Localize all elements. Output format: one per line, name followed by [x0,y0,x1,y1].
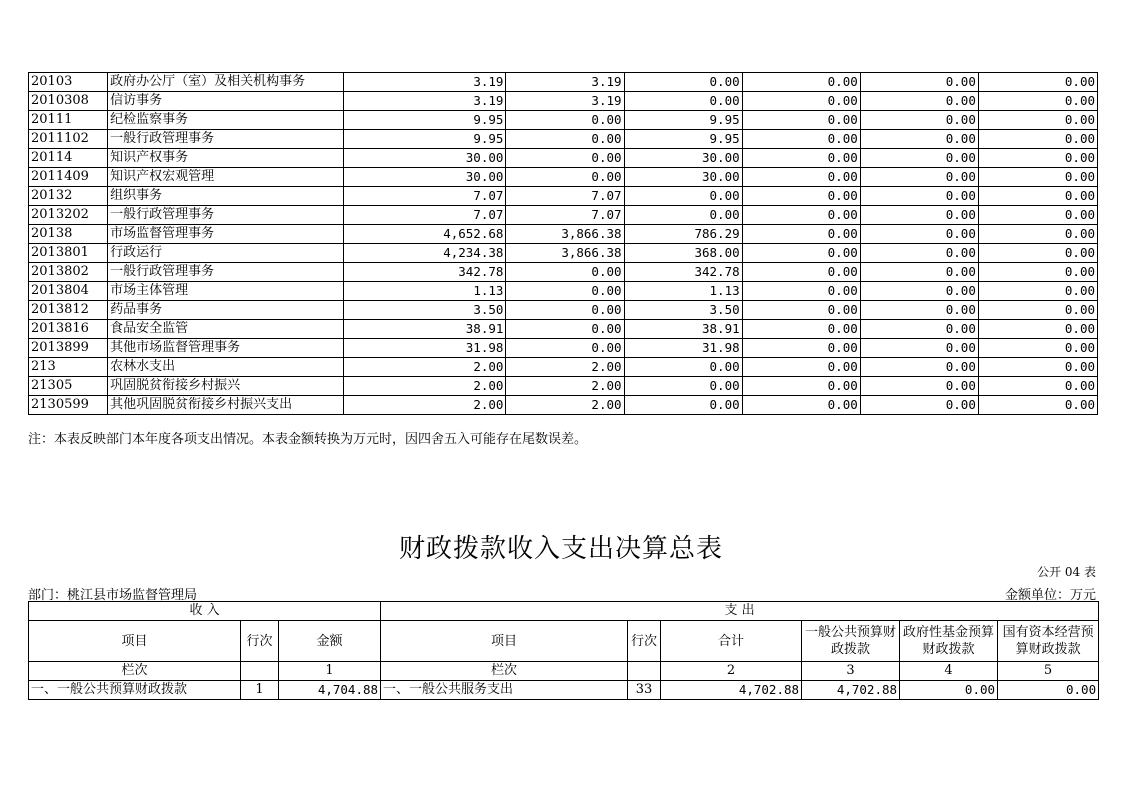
column-index-1: 1 [279,662,381,681]
amount-cell: 0.00 [978,263,1097,282]
subject-code: 2013802 [29,263,108,282]
amount-cell: 0.00 [624,358,742,377]
col-expense-item: 项目 [381,621,628,662]
amount-cell: 786.29 [624,225,742,244]
amount-cell: 0.00 [860,301,978,320]
amount-cell: 0.00 [860,73,978,92]
table-row [29,73,1098,92]
amount-cell: 9.95 [344,111,506,130]
amount-cell: 38.91 [624,320,742,339]
amount-cell: 0.00 [978,149,1097,168]
amount-cell: 7.07 [506,187,624,206]
amount-cell: 0.00 [860,377,978,396]
amount-cell: 0.00 [742,301,860,320]
amount-cell: 0.00 [742,358,860,377]
amount-cell: 0.00 [978,282,1097,301]
amount-cell: 38.91 [344,320,506,339]
subject-name: 市场主体管理 [108,282,344,301]
table-row [29,225,1098,244]
summary-column-header-row [29,621,1099,662]
amount-cell: 3.19 [344,92,506,111]
amount-cell: 1.13 [344,282,506,301]
subject-name: 其他巩固脱贫衔接乡村振兴支出 [108,396,344,415]
table-row [29,301,1098,320]
table-row [29,206,1098,225]
subject-code: 2013816 [29,320,108,339]
amount-cell: 1.13 [624,282,742,301]
amount-cell: 0.00 [978,92,1097,111]
amount-cell: 0.00 [624,187,742,206]
col-state-capital: 国有资本经营预算财政拨款 [998,621,1099,662]
subject-code: 21305 [29,377,108,396]
table-row [29,130,1098,149]
expense-total: 4,702.88 [661,681,802,700]
amount-cell: 0.00 [506,111,624,130]
table-row [29,92,1098,111]
amount-cell: 0.00 [860,168,978,187]
amount-cell: 368.00 [624,244,742,263]
amount-unit-label: 金额单位：万元 [1004,588,1096,603]
amount-cell: 3.50 [344,301,506,320]
page-title: 财政拨款收入支出决算总表 [398,534,723,564]
amount-cell: 0.00 [978,377,1097,396]
amount-cell: 0.00 [506,149,624,168]
amount-cell: 2.00 [506,396,624,415]
amount-cell: 4,234.38 [344,244,506,263]
table-note: 注：本表反映部门本年度各项支出情况。本表金额转换为万元时，因四舍五入可能存在尾数误差。 [28,432,588,447]
subject-code: 2010308 [29,92,108,111]
amount-cell: 30.00 [344,168,506,187]
table-row [29,282,1098,301]
amount-cell: 0.00 [978,111,1097,130]
income-row-no: 1 [241,681,279,700]
table-row [29,396,1098,415]
table-row [29,149,1098,168]
amount-cell: 0.00 [978,358,1097,377]
column-index-label: 栏次 [29,662,241,681]
expenditure-detail-table [28,72,1098,415]
amount-cell: 7.07 [344,206,506,225]
table-row [29,111,1098,130]
subject-name: 纪检监察事务 [108,111,344,130]
subject-name: 政府办公厅（室）及相关机构事务 [108,73,344,92]
amount-cell: 0.00 [978,244,1097,263]
amount-cell: 2.00 [506,358,624,377]
column-index-4: 4 [900,662,998,681]
subject-code: 2011102 [29,130,108,149]
column-index-3: 3 [802,662,900,681]
amount-cell: 0.00 [506,168,624,187]
column-index-empty [241,662,279,681]
amount-cell: 0.00 [978,130,1097,149]
amount-cell: 0.00 [860,320,978,339]
amount-cell: 0.00 [860,263,978,282]
amount-cell: 0.00 [742,92,860,111]
col-income-item: 项目 [29,621,241,662]
table-row [29,244,1098,263]
amount-cell: 0.00 [860,92,978,111]
amount-cell: 0.00 [624,396,742,415]
subject-name: 一般行政管理事务 [108,206,344,225]
amount-cell: 2.00 [344,358,506,377]
subject-name: 信访事务 [108,92,344,111]
amount-cell: 31.98 [344,339,506,358]
amount-cell: 0.00 [978,339,1097,358]
amount-cell: 0.00 [860,244,978,263]
subject-name: 巩固脱贫衔接乡村振兴 [108,377,344,396]
subject-code: 2011409 [29,168,108,187]
amount-cell: 30.00 [344,149,506,168]
subject-name: 一般行政管理事务 [108,263,344,282]
amount-cell: 0.00 [506,130,624,149]
col-expense-row-no: 行次 [628,621,661,662]
amount-cell: 0.00 [624,92,742,111]
amount-cell: 0.00 [742,130,860,149]
table-row [29,358,1098,377]
amount-cell: 9.95 [344,130,506,149]
subject-name: 知识产权宏观管理 [108,168,344,187]
amount-cell: 0.00 [978,396,1097,415]
amount-cell: 0.00 [978,187,1097,206]
expense-header: 支 出 [381,602,1099,621]
amount-cell: 3.19 [506,73,624,92]
amount-cell: 0.00 [742,320,860,339]
subject-name: 农林水支出 [108,358,344,377]
expense-row-no: 33 [628,681,661,700]
amount-cell: 3.19 [344,73,506,92]
amount-cell: 0.00 [978,73,1097,92]
amount-cell: 2.00 [506,377,624,396]
amount-cell: 3.19 [506,92,624,111]
amount-cell: 0.00 [978,225,1097,244]
amount-cell: 3,866.38 [506,225,624,244]
subject-name: 组织事务 [108,187,344,206]
amount-cell: 0.00 [860,282,978,301]
amount-cell: 0.00 [742,206,860,225]
amount-cell: 0.00 [624,206,742,225]
expense-general-budget: 4,702.88 [802,681,900,700]
amount-cell: 0.00 [860,111,978,130]
subject-code: 2013804 [29,282,108,301]
amount-cell: 0.00 [624,73,742,92]
subject-code: 2130599 [29,396,108,415]
table-row [29,263,1098,282]
summary-column-index-row [29,662,1099,681]
amount-cell: 30.00 [624,149,742,168]
amount-cell: 0.00 [624,377,742,396]
column-index-2: 2 [661,662,802,681]
subject-name: 药品事务 [108,301,344,320]
amount-cell: 3,866.38 [506,244,624,263]
amount-cell: 0.00 [742,168,860,187]
amount-cell: 0.00 [742,225,860,244]
table-row [29,168,1098,187]
amount-cell: 0.00 [860,358,978,377]
subject-code: 20132 [29,187,108,206]
subject-name: 行政运行 [108,244,344,263]
amount-cell: 0.00 [742,149,860,168]
amount-cell: 0.00 [860,339,978,358]
amount-cell: 0.00 [978,168,1097,187]
amount-cell: 9.95 [624,111,742,130]
income-amount: 4,704.88 [279,681,381,700]
col-income-amount: 金额 [279,621,381,662]
amount-cell: 7.07 [506,206,624,225]
amount-cell: 0.00 [506,320,624,339]
amount-cell: 3.50 [624,301,742,320]
amount-cell: 0.00 [860,396,978,415]
summary-data-row [29,681,1099,700]
amount-cell: 0.00 [742,111,860,130]
subject-name: 其他市场监督管理事务 [108,339,344,358]
expense-state-capital: 0.00 [998,681,1099,700]
col-fund-budget: 政府性基金预算财政拨款 [900,621,998,662]
subject-code: 20111 [29,111,108,130]
table-code-label: 公开 04 表 [1037,565,1096,579]
table-row [29,320,1098,339]
amount-cell: 0.00 [742,244,860,263]
amount-cell: 342.78 [344,263,506,282]
income-item: 一、一般公共预算财政拨款 [29,681,241,700]
amount-cell: 0.00 [506,282,624,301]
table-row [29,187,1098,206]
amount-cell: 2.00 [344,377,506,396]
amount-cell: 0.00 [742,339,860,358]
column-index-5: 5 [998,662,1099,681]
amount-cell: 0.00 [978,301,1097,320]
amount-cell: 0.00 [978,206,1097,225]
amount-cell: 7.07 [344,187,506,206]
amount-cell: 0.00 [860,130,978,149]
subject-code: 2013899 [29,339,108,358]
amount-cell: 4,652.68 [344,225,506,244]
table-row [29,339,1098,358]
subject-code: 20114 [29,149,108,168]
amount-cell: 0.00 [742,282,860,301]
amount-cell: 9.95 [624,130,742,149]
summary-group-header-row [29,602,1099,621]
amount-cell: 0.00 [742,187,860,206]
subject-name: 知识产权事务 [108,149,344,168]
amount-cell: 342.78 [624,263,742,282]
amount-cell: 0.00 [860,206,978,225]
amount-cell: 31.98 [624,339,742,358]
amount-cell: 0.00 [860,149,978,168]
subject-code: 2013812 [29,301,108,320]
income-header: 收 入 [29,602,381,621]
subject-code: 213 [29,358,108,377]
amount-cell: 0.00 [742,73,860,92]
table-row [29,377,1098,396]
amount-cell: 0.00 [506,339,624,358]
amount-cell: 0.00 [860,187,978,206]
subject-name: 食品安全监管 [108,320,344,339]
subject-code: 20103 [29,73,108,92]
amount-cell: 30.00 [624,168,742,187]
amount-cell: 0.00 [860,225,978,244]
subject-name: 一般行政管理事务 [108,130,344,149]
amount-cell: 0.00 [506,301,624,320]
col-total: 合计 [661,621,802,662]
amount-cell: 2.00 [344,396,506,415]
amount-cell: 0.00 [742,377,860,396]
col-general-budget: 一般公共预算财政拨款 [802,621,900,662]
subject-code: 2013801 [29,244,108,263]
col-income-row-no: 行次 [241,621,279,662]
subject-code: 20138 [29,225,108,244]
column-index-label: 栏次 [381,662,628,681]
subject-code: 2013202 [29,206,108,225]
expense-item: 一、一般公共服务支出 [381,681,628,700]
expense-fund-budget: 0.00 [900,681,998,700]
amount-cell: 0.00 [506,263,624,282]
subject-name: 市场监督管理事务 [108,225,344,244]
department-label: 部门：桃江县市场监督管理局 [28,588,198,603]
amount-cell: 0.00 [742,263,860,282]
column-index-empty [628,662,661,681]
amount-cell: 0.00 [978,320,1097,339]
summary-table [28,601,1099,700]
amount-cell: 0.00 [742,396,860,415]
